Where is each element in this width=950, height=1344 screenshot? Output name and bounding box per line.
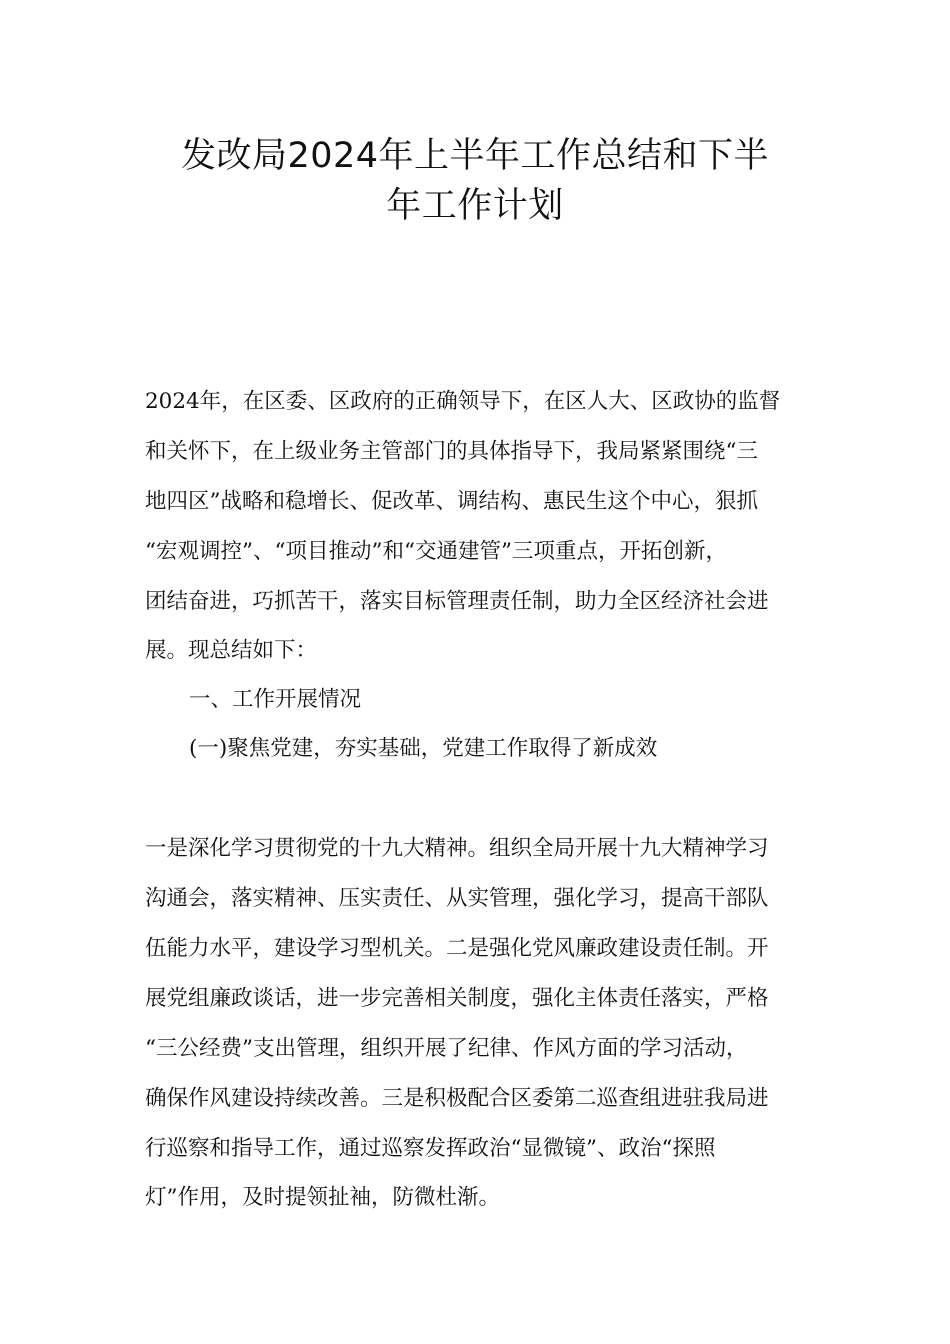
intro-line-4: “宏观调控”、“项目推动”和“交通建管”三项重点，开拓创新， — [145, 539, 727, 564]
party-line-8: 灯”作用，及时提领扯袖，防微杜渐。 — [145, 1185, 500, 1210]
document-title-line-1: 发改局2024年上半年工作总结和下半 — [180, 136, 770, 176]
party-line-7: 行巡察和指导工作，通过巡察发挥政治“显微镜”、政治“探照 — [145, 1136, 716, 1161]
subsection-heading: (一)聚焦党建，夯实基础，党建工作取得了新成效 — [189, 736, 658, 761]
party-line-5: “三公经费”支出管理，组织开展了纪律、作风方面的学习活动， — [145, 1036, 748, 1061]
document-title-line-2: 年工作计划 — [386, 186, 564, 226]
party-line-3: 伍能力水平，建设学习型机关。二是强化党风廉政建设责任制。开 — [145, 936, 769, 961]
intro-line-3: 地四区”战略和稳增长、促改革、调结构、惠民生这个中心，狠抓 — [145, 489, 758, 514]
party-line-2: 沟通会，落实精神、压实责任、从实管理，强化学习，提高干部队 — [145, 886, 769, 911]
intro-line-1: 2024年，在区委、区政府的正确领导下，在区人大、区政协的监督 — [145, 389, 781, 414]
section-heading: 一、工作开展情况 — [189, 687, 362, 712]
party-line-1: 一是深化学习贯彻党的十九大精神。组织全局开展十九大精神学习 — [145, 836, 769, 861]
intro-line-6: 展。现总结如下： — [145, 638, 318, 663]
party-line-4: 展党组廉政谈话，进一步完善相关制度，强化主体责任落实，严格 — [145, 986, 769, 1011]
intro-line-5: 团结奋进，巧抓苦干，落实目标管理责任制，助力全区经济社会进 — [145, 589, 769, 614]
party-line-6: 确保作风建设持续改善。三是积极配合区委第二巡查组进驻我局进 — [145, 1086, 769, 1111]
intro-line-2: 和关怀下，在上级业务主管部门的具体指导下，我局紧紧围绕“三 — [145, 439, 758, 464]
